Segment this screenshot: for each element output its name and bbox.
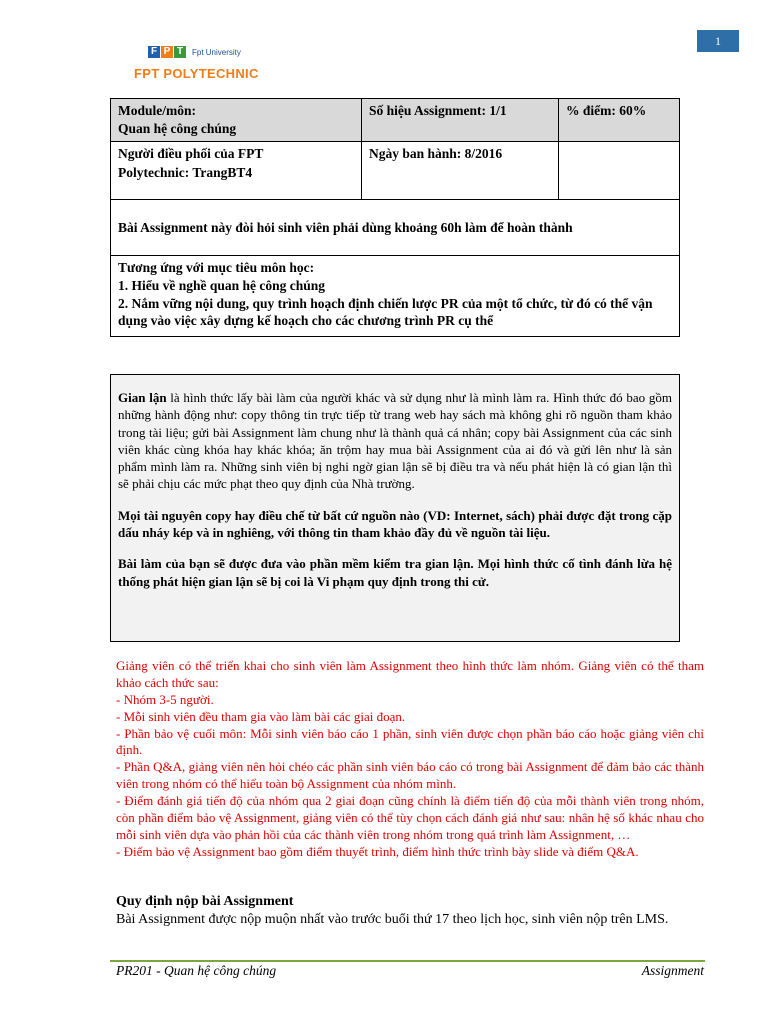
coordinator-line-2: Polytechnic: TrangBT4: [118, 164, 253, 180]
lecturer-notes: [116, 658, 704, 861]
lecturer-note-item: - Phần bảo vệ cuối môn: Mỗi sinh viên báo cáo 1 phần, sinh viên được chọn phần báo cáo hoặc giảng viên chỉ định.: [116, 725, 704, 758]
objectives-cell: [111, 256, 680, 337]
logo-tile-f: F: [148, 46, 160, 58]
table-row: [111, 142, 680, 200]
module-cell: [111, 99, 362, 142]
lecturer-note-item: - Phần Q&A, giảng viên nên hỏi chéo các phần sinh viên báo cáo có trong bài Assignment để đảm bảo các thành viên trong nhóm có thể hiểu toàn bộ Assignment của nhóm mình.: [116, 759, 704, 792]
module-value: Quan hệ công chúng: [118, 121, 237, 137]
lecturer-note-item: - Điểm bảo vệ Assignment bao gồm điểm thuyết trình, điểm hình thức trình bày slide và điểm Q&A.: [116, 843, 639, 859]
table-row: [111, 200, 680, 256]
logo-name-text: FPT POLYTECHNIC: [134, 66, 259, 81]
objective-item: 1. Hiểu về nghề quan hệ công chúng: [118, 277, 326, 293]
submission-rules: [116, 893, 704, 929]
logo-tile-p: P: [161, 46, 173, 58]
empty-cell: [559, 142, 680, 200]
logo-tile-t: T: [174, 46, 186, 58]
footer-course-title: PR201 - Quan hệ công chúng: [116, 963, 277, 978]
fpt-logo-mark: [148, 46, 187, 58]
submission-title: Quy định nộp bài Assignment: [116, 894, 294, 909]
plagiarism-notice-box: [110, 374, 680, 642]
footer-doc-type: Assignment: [641, 963, 704, 978]
assignment-number-cell: [362, 99, 559, 142]
duration-text: Bài Assignment này đòi hỏi sinh viên phải dùng khoảng 60h làm để hoàn thành: [118, 219, 573, 235]
copy-rule-paragraph: Mọi tài nguyên copy hay điều chế từ bất cứ nguồn nào (VD: Internet, sách) phải được đặt trong cặp dấu nháy kép và in nghiêng, với thông tin tham khảo đầy đủ về nguồn tài liệu.: [118, 507, 672, 540]
page-number-badge: 1: [697, 30, 739, 52]
footer-divider: [110, 960, 705, 962]
issue-date-cell: [362, 142, 559, 200]
lecturer-note-item: - Nhóm 3-5 người.: [116, 691, 214, 707]
fraud-term: Gian lận: [118, 390, 167, 405]
coordinator-cell: [111, 142, 362, 200]
objectives-title: Tương ứng với mục tiêu môn học:: [118, 260, 315, 276]
module-label: Module/môn:: [118, 103, 197, 118]
assignment-number: Số hiệu Assignment: 1/1: [369, 103, 507, 118]
fpt-polytechnic-logo: [134, 44, 314, 84]
fraud-paragraph: [118, 389, 672, 493]
lecturer-note-item: - Mỗi sinh viên đều tham gia vào làm bài các giai đoạn.: [116, 708, 406, 724]
logo-university-text: Fpt University: [192, 48, 241, 57]
objective-item: 2. Nắm vững nội dung, quy trình hoạch định chiến lược PR của một tổ chức, từ đó có thể vận dụng vào việc xây dựng kế hoạch cho các chương trình PR cụ thể: [118, 295, 653, 329]
lecturer-note-intro: Giảng viên có thể triển khai cho sinh viên làm Assignment theo hình thức làm nhóm. Giảng viên có thể tham khảo cách thức sau:: [116, 658, 704, 690]
table-row: [111, 256, 680, 337]
table-row: [111, 99, 680, 142]
lecturer-note-item: - Điểm đánh giá tiến độ của nhóm qua 2 giai đoạn cũng chính là điểm tiến độ của mỗi thành viên trong nhóm, còn phần điểm bảo vệ Assignment, giảng viên có thể tùy chọn cách đánh giá như sau: nhân hệ số khác nhau cho mỗi sinh viên dựa vào phản hồi của các thành viên trong nhóm trong quá trình làm Assignment, …: [116, 793, 704, 842]
percent-score: % điểm: 60%: [566, 103, 647, 118]
coordinator-line-1: Người điều phối của FPT: [118, 146, 264, 162]
submission-text: Bài Assignment được nộp muộn nhất vào trước buổi thứ 17 theo lịch học, sinh viên nộp trên LMS.: [116, 912, 669, 928]
percent-cell: [559, 99, 680, 142]
duration-cell: [111, 200, 680, 256]
assignment-info-table: [110, 98, 680, 337]
checker-rule-paragraph: Bài làm của bạn sẽ được đưa vào phần mềm kiểm tra gian lận. Mọi hình thức cố tình đánh lừa hệ thống phát hiện gian lận sẽ bị coi là Vi phạm quy định trong thi cử.: [118, 556, 672, 589]
issue-date: Ngày ban hành: 8/2016: [369, 146, 503, 162]
fraud-definition: là hình thức lấy bài làm của người khác và sử dụng như là mình làm ra. Hình thức đó bao gồm những hành động như: copy thông tin trực tiếp từ trang web hay sách mà không ghi rõ nguồn tham khảo trong tài liệu; gửi bài Assignment làm chung như là thành quả cá nhân; copy bài Assignment của các sinh viên khác cùng khóa hay khác khóa; ăn trộm hay mua bài Assignment của ai đó và gửi lên như là sản phẩm mình làm ra. Những sinh viên bị nghi ngờ gian lận sẽ bị điều tra và nếu phát hiện là có gian lận thì sẽ phải chịu các mức phạt theo quy định của Nhà trường.: [118, 390, 672, 492]
